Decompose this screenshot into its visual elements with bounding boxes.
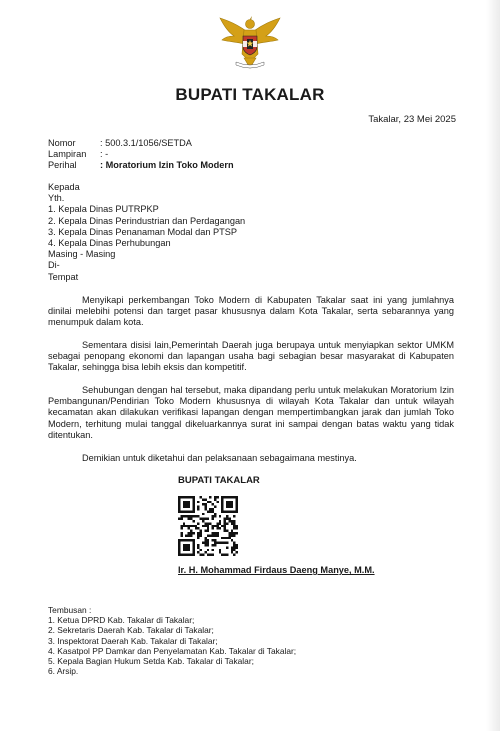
perihal-row [48, 160, 234, 171]
recipient-line: Di- [48, 260, 60, 271]
letter-date: Takalar, 23 Mei 2025 [368, 114, 456, 125]
tembusan-item: 1. Ketua DPRD Kab. Takalar di Takalar; [48, 615, 195, 626]
garuda-emblem-icon [218, 14, 282, 72]
body-paragraph-3: Sehubungan dengan hal tersebut, maka dipandang perlu untuk melakukan Moratorium Izin Pembangunan/Pendirian Toko Modern khususnya di wilayah Kota Takalar dan untuk wilayah kecamatan akan dilakukan verifikasi lapangan dengan mempertimbangkan jarak dan jumlah Toko Modern, terhitung mulai tanggal dikeluarkannya surat ini sampai dengan batas waktu yang tidak ditentukan. [48, 385, 454, 440]
page-edge-shadow [486, 0, 500, 731]
recipient-line: Kepada [48, 182, 80, 192]
body-paragraph-4: Demikian untuk diketahui dan pelaksanaan sebagaimana mestinya. [82, 453, 357, 463]
tembusan-item: 3. Inspektorat Daerah Kab. Takalar di Takalar; [48, 635, 218, 646]
qr-code-icon [178, 496, 238, 556]
perihal-label: Perihal [48, 160, 77, 171]
recipient-block [48, 182, 245, 283]
nomor-label: Nomor [48, 138, 76, 148]
lampiran-row [48, 149, 234, 160]
letterhead-title: BUPATI TAKALAR [175, 85, 325, 104]
recipient-line: 4. Kepala Dinas Perhubungan [48, 238, 171, 249]
nomor-row [48, 138, 234, 149]
recipient-line: Yth. [48, 193, 65, 204]
tembusan-item: 5. Kepala Bagian Hukum Setda Kab. Takalar di Takalar; [48, 656, 254, 667]
tembusan-item: 2. Sekretaris Daerah Kab. Takalar di Takalar; [48, 625, 214, 636]
signature-title: BUPATI TAKALAR [178, 475, 260, 486]
recipient-line: Tempat [48, 271, 79, 282]
tembusan-heading: Tembusan : [48, 605, 92, 615]
nomor-value: : 500.3.1/1056/SETDA [100, 138, 192, 148]
letter-meta [48, 138, 234, 172]
signatory-name: Ir. H. Mohammad Firdaus Daeng Manye, M.M. [178, 565, 375, 575]
body-paragraph-2: Sementara disisi lain,Pemerintah Daerah juga berupaya untuk menyiapkan sektor UMKM sebagai penopang ekonomi dan lapangan usaha bagi sebagian besar masyarakat di Kabupaten Takalar, sehingga bisa lebih eksis dan kompetitif. [48, 340, 454, 373]
perihal-value: : Moratorium Izin Toko Modern [100, 160, 234, 171]
body-paragraph-1: Menyikapi perkembangan Toko Modern di Kabupaten Takalar saat ini yang jumlahnya dinilai melebihi potensi dan target pasar khususnya dalam Kota Takalar, serta sebarannya yang menumpuk dalam kota. [48, 295, 454, 328]
tembusan-item: 4. Kasatpol PP Damkar dan Penyelamatan Kab. Takalar di Takalar; [48, 645, 297, 656]
lampiran-label: Lampiran [48, 149, 87, 160]
lampiran-value: : - [100, 149, 109, 160]
recipient-line: 2. Kepala Dinas Perindustrian dan Perdagangan [48, 215, 246, 226]
recipient-line: 1. Kepala Dinas PUTRPKP [48, 204, 159, 215]
recipient-line: Masing - Masing [48, 249, 116, 260]
recipient-line: 3. Kepala Dinas Penanaman Modal dan PTSP [48, 226, 237, 237]
tembusan-block [48, 605, 296, 676]
tembusan-item: 6. Arsip. [48, 666, 79, 677]
